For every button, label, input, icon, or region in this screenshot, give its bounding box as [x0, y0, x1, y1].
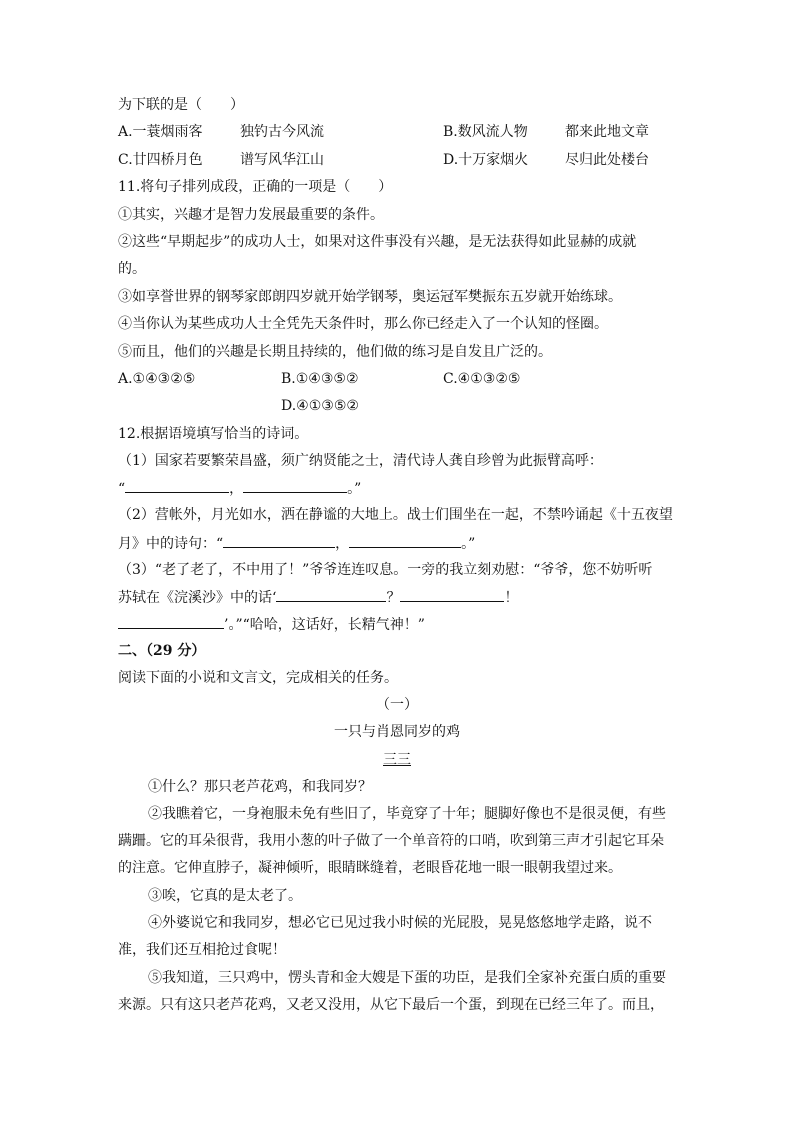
q12-item-3b-prefix: 苏轼在《浣溪沙》中的话‘ — [118, 590, 277, 606]
story-author — [0, 750, 794, 770]
q12-item-2a: （2）营帐外，月光如水，洒在静谧的大地上。战士们围坐在一起，不禁吟诵起《十五夜望 — [118, 507, 673, 523]
q11-sentence-4: ④当你认为某些成功人士全凭先天条件时，那么你已经走入了一个认知的怪圈。 — [118, 316, 608, 332]
q10-option-b-right: 都来此地文章 — [565, 124, 649, 140]
answer-blank[interactable] — [243, 478, 347, 493]
q11-sentence-5: ⑤而且，他们的兴趣是长期且持续的，他们做的练习是自发且广泛的。 — [118, 344, 552, 360]
answer-blank[interactable] — [223, 533, 335, 548]
answer-blank[interactable] — [125, 478, 229, 493]
q11-sentence-3: ③如享誉世界的钢琴家郎朗四岁就开始学钢琴，奥运冠军樊振东五岁就开始练球。 — [118, 289, 622, 305]
q11-option-c: C.④①③②⑤ — [443, 371, 521, 387]
part-label: （一） — [376, 697, 418, 713]
section-intro: 阅读下面的小说和文言文，完成相关的任务。 — [118, 670, 398, 686]
q10-option-c-left: C.廿四桥月色 — [118, 152, 203, 168]
q12-stem: 12.根据语境填写恰当的诗词。 — [118, 426, 309, 442]
q11-sentence-2a: ②这些“早期起步”的成功人士，如果对这件事没有兴趣，是无法获得如此显赫的成就 — [118, 234, 637, 250]
q12-item-3a: （3）“老了老了，不中用了！”爷爷连连叹息。一旁的我立刻劝慰：“爷爷，您不妨听听 — [118, 562, 653, 578]
q11-option-b: B.①④③⑤② — [281, 371, 359, 387]
q10-option-a-left: A.一蓑烟雨客 — [118, 124, 203, 140]
q12-item-1: （1）国家若要繁荣昌盛，须广纳贤能之士，清代诗人龚自珍曾为此振臂高呼： — [118, 453, 603, 469]
answer-blank[interactable] — [118, 614, 224, 629]
q12-item-3c-suffix: ’。”“哈哈，这话好，长精气神！” — [224, 617, 425, 633]
q12-item-3b — [118, 587, 518, 608]
story-paragraph-5a: ⑤我知道，三只鸡中，愣头青和金大嫂是下蛋的功臣，是我们全家补充蛋白质的重要 — [148, 970, 666, 986]
q12-item-2b — [118, 533, 475, 554]
story-paragraph-2a: ②我瞧着它，一身袍服未免有些旧了，毕竟穿了十年；腿脚好像也不是很灵便，有些 — [148, 806, 666, 822]
story-paragraph-3: ③唉，它真的是太老了。 — [148, 888, 302, 904]
q12-item-3c — [118, 614, 425, 635]
story-paragraph-4b: 准，我们还互相抢过食呢！ — [118, 942, 286, 958]
q11-sentence-2b: 的。 — [118, 261, 146, 277]
answer-blank[interactable] — [400, 587, 504, 602]
story-paragraph-4a: ④外婆说它和我同岁，想必它已见过我小时候的光屁股，晃晃悠悠地学走路，说不 — [148, 915, 652, 931]
story-paragraph-2b: 蹒跚。它的耳朵很背，我用小葱的叶子做了一个单音符的口哨，吹到第三声才引起它耳朵 — [118, 833, 664, 849]
open-quote: “ — [118, 481, 126, 497]
q10-option-d-left: D.十万家烟火 — [443, 152, 529, 168]
close-quote: 。” — [347, 481, 362, 497]
close-quote: 。” — [461, 536, 476, 552]
story-title: 一只与肖恩同岁的鸡 — [334, 724, 460, 740]
q11-sentence-1: ①其实，兴趣才是智力发展最重要的条件。 — [118, 207, 384, 223]
story-paragraph-1: ①什么？那只老芦花鸡，和我同岁？ — [148, 779, 372, 795]
comma: ， — [229, 481, 244, 497]
q11-stem: 11.将句子排列成段，正确的一项是（ ） — [118, 179, 393, 195]
answer-blank[interactable] — [276, 587, 386, 602]
q10-option-b-left: B.数风流人物 — [443, 124, 528, 140]
q12-item-1-blanks — [118, 478, 361, 499]
q11-option-d: D.④①③⑤② — [281, 398, 359, 414]
q10-stem-tail: 为下联的是（ ） — [118, 97, 244, 113]
q11-option-a: A.①④③②⑤ — [118, 371, 196, 387]
q10-option-d-right: 尽归此处楼台 — [565, 152, 649, 168]
exclamation-mark: ！ — [504, 590, 519, 606]
q10-option-c-right: 谱写风华江山 — [240, 152, 324, 168]
story-paragraph-2c: 的注意。它伸直脖子，凝神倾听，眼睛眯缝着，老眼昏花地一眼一眼朝我望过来。 — [118, 860, 622, 876]
author-name: 三三 — [383, 752, 411, 768]
q12-item-2b-prefix: 月》中的诗句：“ — [118, 536, 224, 552]
answer-blank[interactable] — [349, 533, 461, 548]
comma: ， — [335, 536, 350, 552]
q10-option-a-right: 独钓古今风流 — [240, 124, 324, 140]
question-mark: ？ — [386, 590, 401, 606]
section-heading: 二、（29 分） — [118, 643, 206, 659]
story-paragraph-5b: 来源。只有这只老芦花鸡，又老又没用，从它下最后一个蛋，到现在已经三年了。而且， — [118, 997, 664, 1013]
